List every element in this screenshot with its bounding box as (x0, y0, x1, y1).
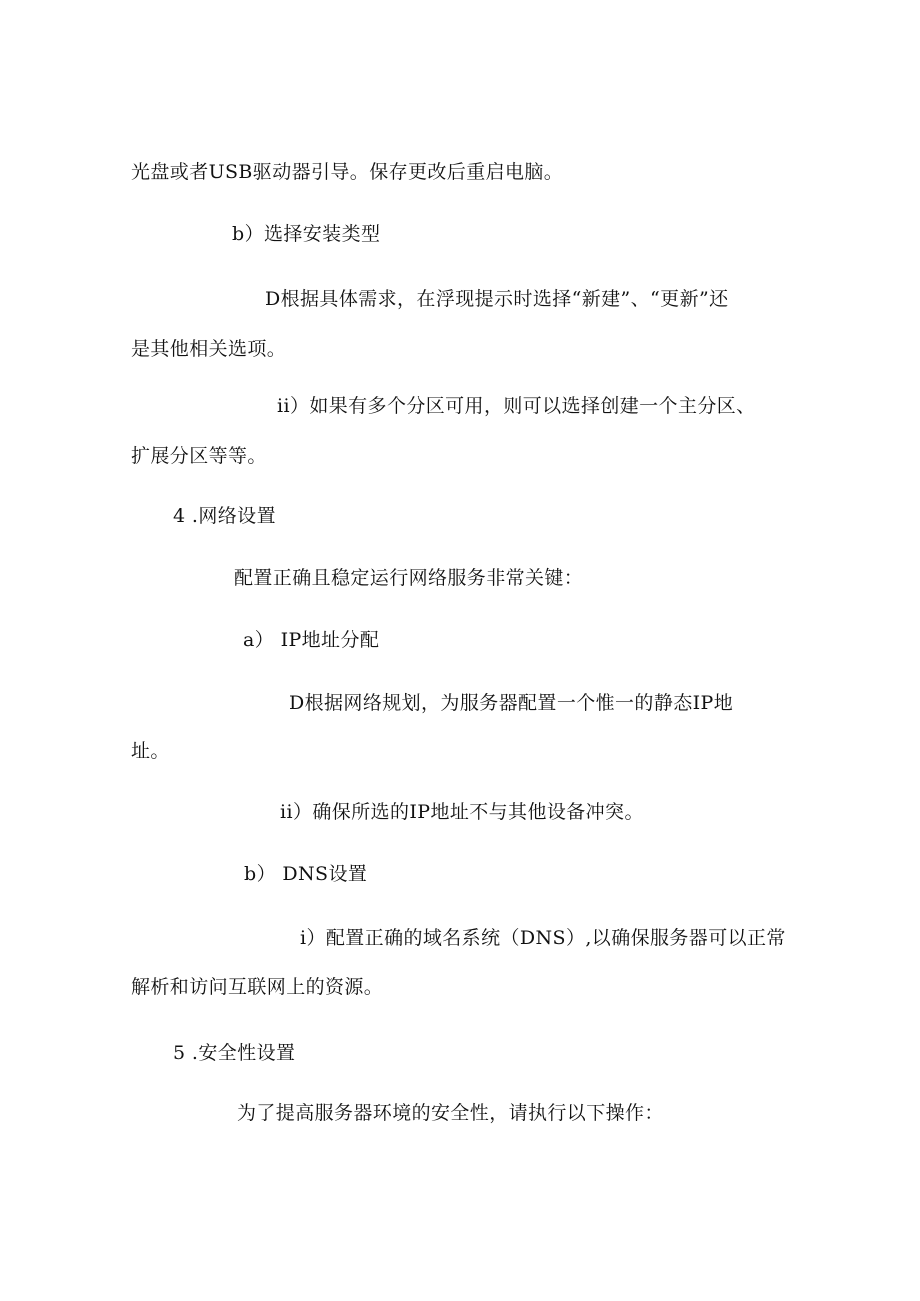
list-item-i-line-2: 是其他相关选项。 (131, 338, 287, 360)
paragraph-line: 光盘或者USB驱动器引导。保存更改后重启电脑。 (131, 161, 564, 183)
subheading-b-install-type: b）选择安装类型 (232, 223, 381, 245)
section-heading-security: 5 .安全性设置 (173, 1042, 296, 1064)
list-item-i-line-2: 址。 (131, 740, 170, 762)
paragraph-line: 为了提高服务器环境的安全性，请执行以下操作： (237, 1102, 664, 1124)
subheading-b-dns: b） DNS设置 (244, 863, 368, 885)
list-item-ii: ii）确保所选的IP地址不与其他设备冲突。 (280, 801, 644, 823)
list-item-ii-line-1: ii）如果有多个分区可用，则可以选择创建一个主分区、 (277, 395, 756, 417)
list-item-i-line-1: D根据具体需求，在浮现提示时选择“新建”、“更新”还 (265, 288, 729, 310)
paragraph-line: 配置正确且稳定运行网络服务非常关键： (234, 567, 584, 589)
subheading-a-ip: a） IP地址分配 (243, 629, 380, 651)
list-item-ii-line-2: 扩展分区等等。 (131, 445, 267, 467)
list-item-i-line-2: 解析和访问互联网上的资源。 (131, 976, 384, 998)
list-item-i-line-1: D根据网络规划，为服务器配置一个惟一的静态IP地 (289, 692, 734, 714)
list-item-i-line-1: i）配置正确的域名系统（DNS）,以确保服务器可以正常 (300, 927, 786, 949)
section-heading-network: 4 .网络设置 (173, 505, 276, 527)
